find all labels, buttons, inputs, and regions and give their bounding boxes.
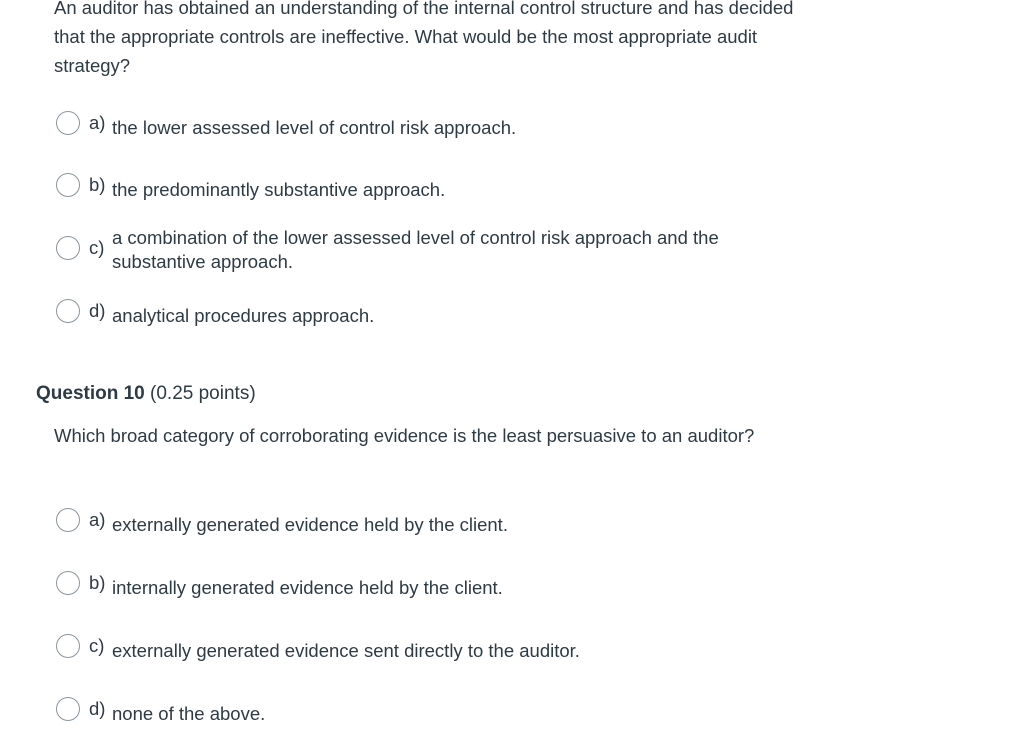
radio-button[interactable] <box>56 173 80 197</box>
radio-button[interactable] <box>56 236 80 260</box>
radio-button[interactable] <box>56 571 80 595</box>
option-text: externally generated evidence sent directly to the auditor. <box>112 640 580 661</box>
radio-button[interactable] <box>56 634 80 658</box>
question-10-option-b[interactable] <box>56 571 782 600</box>
option-letter: a) <box>89 509 106 530</box>
option-text: internally generated evidence held by the client. <box>112 577 503 598</box>
option-letter: b) <box>89 174 106 195</box>
option-letter: d) <box>89 698 106 719</box>
option-text: externally generated evidence held by the client. <box>112 514 508 535</box>
question-10-header <box>36 381 256 407</box>
question-10-prompt: Which broad category of corroborating evidence is the least persuasive to an auditor? <box>54 425 755 446</box>
question-points: (0.25 points) <box>150 383 256 404</box>
question-10-option-d[interactable] <box>56 697 782 726</box>
option-text: none of the above. <box>112 703 266 724</box>
option-text: the predominantly substantive approach. <box>112 179 446 200</box>
question-9-option-c[interactable] <box>56 227 782 274</box>
question-9-option-d[interactable] <box>56 299 782 328</box>
option-letter: a) <box>89 112 106 133</box>
question-10-option-c[interactable] <box>56 634 782 663</box>
radio-button[interactable] <box>56 299 80 323</box>
option-letter: d) <box>89 300 106 321</box>
question-9-option-a[interactable] <box>56 111 782 140</box>
question-title: Question 10 <box>36 383 145 404</box>
option-text: a combination of the lower assessed level of control risk approach and the substantive approach. <box>112 227 719 272</box>
question-10-option-a[interactable] <box>56 508 782 537</box>
question-9-option-b[interactable] <box>56 173 782 202</box>
option-text: analytical procedures approach. <box>112 305 375 326</box>
question-9-prompt: An auditor has obtained an understanding of the internal control structure and has decided that the appropriate controls are ineffective. What would be the most appropriate audit strategy? <box>54 0 794 76</box>
option-letter: c) <box>89 635 105 656</box>
radio-button[interactable] <box>56 508 80 532</box>
option-text: the lower assessed level of control risk approach. <box>112 117 517 138</box>
radio-button[interactable] <box>56 697 80 721</box>
radio-button[interactable] <box>56 111 80 135</box>
option-letter: c) <box>89 237 105 258</box>
option-letter: b) <box>89 572 106 593</box>
